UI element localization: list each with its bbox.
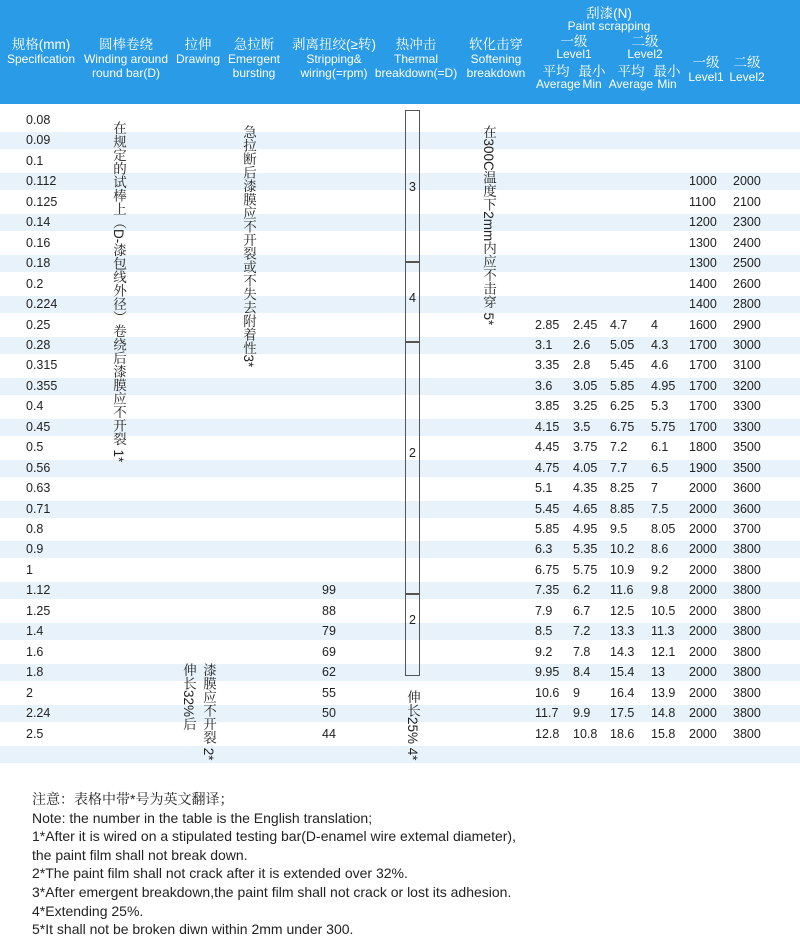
cell-l2: 2600 <box>733 276 761 291</box>
thermal-value-4: 2 <box>409 613 416 627</box>
thermal-value-2: 4 <box>409 291 416 305</box>
table-row <box>0 685 800 702</box>
cell-a1: 6.75 <box>535 562 560 577</box>
cell-strip: 79 <box>322 624 336 639</box>
cell-l2: 3800 <box>733 603 761 618</box>
drawing-requirement-a: 漆膜应不开裂 2* <box>201 663 216 761</box>
header-drawing: 拉伸 Drawing <box>175 37 220 66</box>
cell-m1: 2.6 <box>573 337 591 352</box>
cell-m1: 4.95 <box>573 522 598 536</box>
cell-l1: 2000 <box>689 481 717 496</box>
cell-m2: 5.75 <box>651 419 676 434</box>
cell-m2: 4.3 <box>651 337 669 352</box>
cell-a1: 9.95 <box>535 665 560 680</box>
cell-a2: 13.3 <box>610 624 635 639</box>
cell-l1: 2000 <box>689 706 717 721</box>
cell-spec: 2 <box>26 685 33 700</box>
header-level1: 一级 Level1 <box>688 55 724 84</box>
cell-spec: 2.24 <box>26 706 51 721</box>
cell-l1: 2000 <box>689 562 717 577</box>
note-line: 4*Extending 25%. <box>32 902 144 919</box>
cell-spec: 1.8 <box>26 665 44 680</box>
table-row <box>0 562 800 579</box>
cell-a1: 5.45 <box>535 501 560 516</box>
cell-l2: 3200 <box>733 378 761 393</box>
note-line: the paint film shall not break down. <box>32 846 248 863</box>
cell-m1: 3.5 <box>573 419 591 434</box>
cell-a1: 3.1 <box>535 337 553 352</box>
cell-l2: 3800 <box>733 706 761 721</box>
cell-spec: 0.45 <box>26 419 51 434</box>
cell-m1: 8.4 <box>573 665 591 680</box>
cell-m2: 8.6 <box>651 542 669 557</box>
softening-requirement: 在300C温度下2mm内应不击穿 5* <box>481 125 496 326</box>
cell-m2: 13.9 <box>651 685 676 700</box>
cell-a1: 3.85 <box>535 399 560 414</box>
winding-requirement: 在规定的试棒上（D-漆包线外径）卷绕后漆膜应不开裂 1* <box>111 121 126 463</box>
cell-spec: 1.12 <box>26 583 51 598</box>
header-scrape-level1: 一级 Level1 <box>556 34 592 61</box>
cell-m2: 8.05 <box>651 522 676 536</box>
header-stripping: 剥离扭绞(≥转) Stripping& wiring(=rpm) <box>292 37 376 80</box>
cell-m1: 5.75 <box>573 562 598 577</box>
header-level2: 二级 Level2 <box>729 55 765 84</box>
cell-l1: 1100 <box>689 194 716 209</box>
cell-l2: 3600 <box>733 481 761 496</box>
notes-section <box>32 790 792 939</box>
cell-l1: 2000 <box>689 685 717 700</box>
cell-a2: 17.5 <box>610 706 635 721</box>
cell-l2: 3800 <box>733 583 761 598</box>
header-scrape-min2: 最小 Min <box>653 64 681 91</box>
cell-l2: 3800 <box>733 665 761 680</box>
header-scrape-avg2: 平均 Average <box>608 64 654 91</box>
cell-a1: 9.2 <box>535 644 553 659</box>
cell-strip: 44 <box>322 726 336 741</box>
cell-l2: 3100 <box>733 358 761 373</box>
cell-m1: 5.35 <box>573 542 598 557</box>
note-line: 3*After emergent breakdown,the paint film shall not crack or lost its adhesion. <box>32 883 512 900</box>
cell-m2: 9.8 <box>651 583 669 598</box>
table-row <box>0 664 800 681</box>
cell-m1: 2.45 <box>573 317 598 332</box>
cell-l2: 3800 <box>733 562 761 577</box>
cell-m1: 3.25 <box>573 399 598 414</box>
cell-a1: 8.5 <box>535 624 553 639</box>
cell-strip: 88 <box>322 603 336 618</box>
cell-m2: 4.6 <box>651 358 669 373</box>
cell-a1: 4.45 <box>535 440 560 455</box>
cell-m2: 14.8 <box>651 706 676 721</box>
cell-l2: 3500 <box>733 440 761 455</box>
table-row <box>0 521 800 538</box>
cell-a2: 6.25 <box>610 399 635 414</box>
cell-l2: 2100 <box>733 194 761 209</box>
cell-l1: 1900 <box>689 460 717 475</box>
cell-m1: 10.8 <box>573 726 598 741</box>
cell-a1: 6.3 <box>535 542 553 557</box>
cell-spec: 1 <box>26 562 33 577</box>
note-line: Note: the number in the table is the English translation; <box>32 809 373 826</box>
cell-l1: 1400 <box>689 276 717 291</box>
cell-spec: 0.71 <box>26 501 51 516</box>
note-line: 1*After it is wired on a stipulated testing bar(D-enamel wire extemal diameter), <box>32 828 516 845</box>
cell-a2: 14.3 <box>610 644 635 659</box>
cell-a1: 5.85 <box>535 522 560 536</box>
cell-m2: 13 <box>651 665 665 680</box>
cell-spec: 0.4 <box>26 399 44 414</box>
cell-spec: 0.25 <box>26 317 51 332</box>
cell-a1: 10.6 <box>535 685 560 700</box>
cell-m2: 6.5 <box>651 460 669 475</box>
note-line: 5*It shall not be broken diwn within 2mm under 300. <box>32 921 354 938</box>
cell-l1: 1300 <box>689 256 717 271</box>
cell-a1: 5.1 <box>535 481 553 496</box>
cell-l2: 3700 <box>733 522 761 536</box>
cell-spec: 0.9 <box>26 542 44 557</box>
cell-spec: 0.125 <box>26 194 58 209</box>
cell-a2: 12.5 <box>610 603 635 618</box>
cell-l1: 2000 <box>689 665 717 680</box>
note-line: 2*The paint film shall not crack after it is extended over 32%. <box>32 865 408 882</box>
cell-a2: 4.7 <box>610 317 628 332</box>
cell-m1: 7.8 <box>573 644 591 659</box>
cell-spec: 1.25 <box>26 603 51 618</box>
table-row <box>0 603 800 620</box>
cell-a2: 5.05 <box>610 337 635 352</box>
cell-l1: 1700 <box>689 358 717 373</box>
cell-spec: 0.28 <box>26 337 51 352</box>
cell-l2: 3800 <box>733 726 761 741</box>
cell-spec: 0.08 <box>26 113 51 127</box>
cell-m2: 10.5 <box>651 603 676 618</box>
cell-m1: 7.2 <box>573 624 591 639</box>
header-scrape-min1: 最小 Min <box>578 64 606 91</box>
cell-l1: 2000 <box>689 542 717 557</box>
header-scrape-level2: 二级 Level2 <box>627 34 663 61</box>
cell-l2: 2300 <box>733 215 761 230</box>
cell-spec: 0.09 <box>26 133 51 148</box>
cell-a2: 7.2 <box>610 440 628 455</box>
cell-m2: 7 <box>651 481 658 496</box>
cell-m1: 3.05 <box>573 378 598 393</box>
header-specification: 规格(mm) Specification <box>6 37 76 66</box>
cell-m2: 4.95 <box>651 378 676 393</box>
cell-l1: 1200 <box>689 215 717 230</box>
cell-l1: 1700 <box>689 399 717 414</box>
cell-l1: 2000 <box>689 603 717 618</box>
header-scrape: 刮漆(N) Paint scrapping <box>567 6 651 33</box>
cell-l1: 2000 <box>689 583 717 598</box>
cell-a2: 7.7 <box>610 460 628 475</box>
cell-l2: 3800 <box>733 685 761 700</box>
cell-a1: 2.85 <box>535 317 560 332</box>
cell-a1: 7.9 <box>535 603 553 618</box>
cell-l1: 2000 <box>689 726 717 741</box>
cell-a1: 3.35 <box>535 358 560 373</box>
cell-l2: 3300 <box>733 399 761 414</box>
cell-strip: 50 <box>322 706 336 721</box>
cell-a2: 10.2 <box>610 542 635 557</box>
cell-a2: 18.6 <box>610 726 635 741</box>
cell-l1: 1800 <box>689 440 717 455</box>
cell-m1: 4.05 <box>573 460 598 475</box>
cell-a1: 4.15 <box>535 419 560 434</box>
cell-l2: 3800 <box>733 624 761 639</box>
table-row <box>0 541 800 558</box>
cell-spec: 0.1 <box>26 153 44 168</box>
cell-spec: 0.2 <box>26 276 44 291</box>
cell-strip: 55 <box>322 685 336 700</box>
header-thermal: 热冲击 Thermal breakdown(=D) <box>374 37 458 80</box>
cell-l2: 2800 <box>733 297 761 312</box>
cell-a1: 3.6 <box>535 378 553 393</box>
cell-m1: 9.9 <box>573 706 591 721</box>
cell-spec: 0.224 <box>26 297 58 312</box>
cell-strip: 69 <box>322 644 336 659</box>
cell-l2: 3500 <box>733 460 761 475</box>
cell-spec: 1.4 <box>26 624 44 639</box>
cell-m1: 2.8 <box>573 358 591 373</box>
cell-m1: 4.35 <box>573 481 598 496</box>
cell-l1: 1700 <box>689 378 717 393</box>
cell-l2: 2500 <box>733 256 761 271</box>
cell-m2: 6.1 <box>651 440 669 455</box>
cell-a2: 11.6 <box>610 583 634 598</box>
table-row-blank <box>0 746 800 763</box>
cell-spec: 0.14 <box>26 215 51 230</box>
cell-strip: 62 <box>322 665 336 680</box>
cell-l1: 2000 <box>689 522 717 536</box>
table-row <box>0 480 800 497</box>
cell-a2: 10.9 <box>610 562 635 577</box>
cell-spec: 1.6 <box>26 644 44 659</box>
cell-a1: 4.75 <box>535 460 560 475</box>
cell-l1: 1700 <box>689 337 717 352</box>
cell-m2: 9.2 <box>651 562 669 577</box>
thermal-box-4 <box>405 594 420 676</box>
cell-l1: 2000 <box>689 624 717 639</box>
cell-spec: 0.112 <box>26 174 57 189</box>
cell-a2: 6.75 <box>610 419 635 434</box>
cell-l2: 3800 <box>733 644 761 659</box>
cell-l1: 1700 <box>689 419 717 434</box>
cell-l1: 1400 <box>689 297 717 312</box>
header-bursting: 急拉断 Emergent bursting <box>227 37 281 80</box>
note-line: 注意：表格中带*号为英文翻译； <box>32 791 234 807</box>
cell-spec: 0.63 <box>26 481 51 496</box>
thermal-value-1: 3 <box>409 180 416 194</box>
header-softening: 软化击穿 Softening breakdown <box>466 37 526 80</box>
cell-a2: 8.25 <box>610 481 635 496</box>
cell-l1: 1000 <box>689 174 717 189</box>
cell-a2: 8.85 <box>610 501 635 516</box>
cell-spec: 2.5 <box>26 726 44 741</box>
cell-l2: 3000 <box>733 337 761 352</box>
cell-l2: 2400 <box>733 235 761 250</box>
table-row <box>0 501 800 518</box>
cell-m1: 3.75 <box>573 440 598 455</box>
cell-l2: 3600 <box>733 501 761 516</box>
cell-m2: 5.3 <box>651 399 669 414</box>
cell-l1: 1300 <box>689 235 717 250</box>
cell-a2: 9.5 <box>610 522 628 536</box>
cell-l1: 2000 <box>689 644 717 659</box>
cell-m1: 6.7 <box>573 603 591 618</box>
bursting-requirement: 急拉断后漆膜应不开裂或不失去附着性3* <box>241 125 256 368</box>
cell-m2: 12.1 <box>651 644 676 659</box>
cell-m2: 11.3 <box>651 624 675 639</box>
cell-a2: 16.4 <box>610 685 635 700</box>
cell-strip: 99 <box>322 583 336 598</box>
cell-m1: 4.65 <box>573 501 598 516</box>
cell-spec: 0.56 <box>26 460 51 475</box>
table-row <box>0 705 800 722</box>
thermal-value-3: 2 <box>409 446 416 460</box>
cell-spec: 0.8 <box>26 522 44 536</box>
thermal-elongation-note: 伸长25% 4* <box>405 690 420 761</box>
cell-spec: 0.315 <box>26 358 58 373</box>
table-row <box>0 623 800 640</box>
cell-m1: 9 <box>573 685 580 700</box>
cell-m1: 6.2 <box>573 583 591 598</box>
drawing-requirement-b: 伸长32%后 <box>181 663 196 731</box>
table-row <box>0 582 800 599</box>
thermal-box-3 <box>405 342 420 594</box>
cell-spec: 0.5 <box>26 440 44 455</box>
cell-a1: 11.7 <box>535 706 559 721</box>
cell-a1: 7.35 <box>535 583 560 598</box>
cell-a2: 5.85 <box>610 378 635 393</box>
cell-spec: 0.18 <box>26 256 51 271</box>
cell-l2: 3800 <box>733 542 761 557</box>
header-scrape-avg1: 平均 Average <box>536 64 581 91</box>
cell-m2: 15.8 <box>651 726 676 741</box>
cell-a1: 12.8 <box>535 726 560 741</box>
cell-m2: 4 <box>651 317 658 332</box>
table-row <box>0 726 800 743</box>
cell-spec: 0.355 <box>26 378 58 393</box>
cell-m2: 7.5 <box>651 501 669 516</box>
cell-l2: 2000 <box>733 174 761 189</box>
header-winding: 圆棒卷绕 Winding around round bar(D) <box>83 37 169 80</box>
cell-l1: 1600 <box>689 317 717 332</box>
cell-a2: 5.45 <box>610 358 635 373</box>
table-header <box>0 0 800 104</box>
cell-l1: 2000 <box>689 501 717 516</box>
cell-spec: 0.16 <box>26 235 51 250</box>
table-row <box>0 644 800 661</box>
cell-l2: 2900 <box>733 317 761 332</box>
cell-a2: 15.4 <box>610 665 635 680</box>
cell-l2: 3300 <box>733 419 761 434</box>
